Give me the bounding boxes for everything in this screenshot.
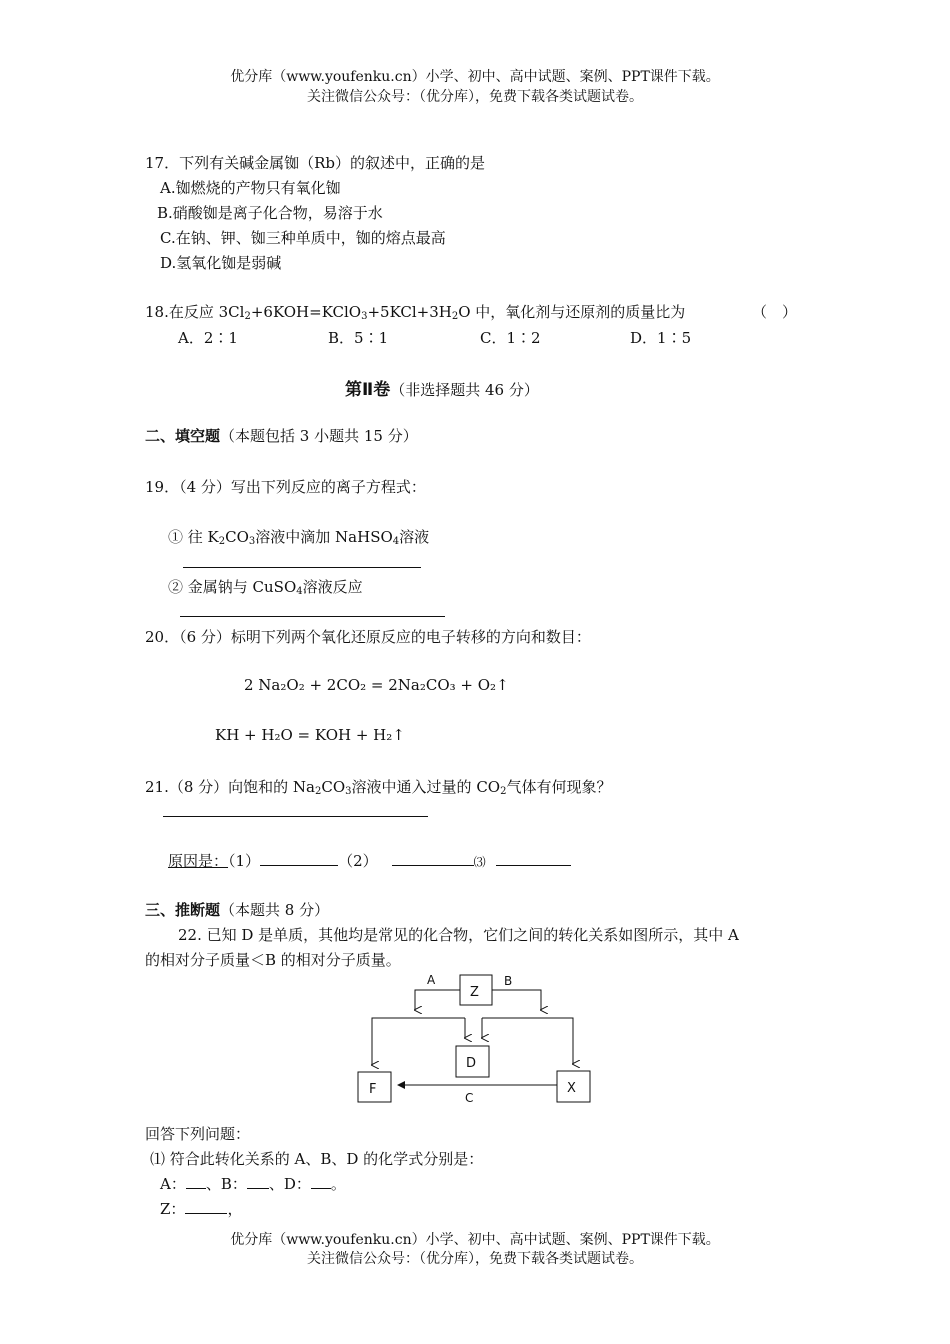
q18-option-a: A．2∶1	[178, 329, 238, 347]
q17-option-c: C.在钠、钾、铷三种单质中，铷的熔点最高	[160, 229, 446, 247]
footer-line-2: 关注微信公众号：（优分库），免费下载各类试题试卷。	[307, 1251, 643, 1267]
q22-answer-abd: A： 、B： 、D： 。	[160, 1175, 346, 1193]
q20-stem: 20．（6 分）标明下列两个氧化还原反应的电子转移的方向和数目：	[145, 628, 591, 646]
arrow-b	[492, 990, 541, 1010]
q18-answer-bracket: （ ）	[752, 303, 798, 321]
blank-a[interactable]	[186, 1173, 206, 1189]
label-f: F	[369, 1082, 377, 1097]
q17-option-d: D.氢氧化铷是弱碱	[160, 254, 282, 272]
label-z: Z	[470, 985, 479, 1000]
section3-heading: 三、推断题（本题共 8 分）	[145, 901, 330, 919]
q22-line-2: 的相对分子质量＜B 的相对分子质量。	[145, 951, 401, 969]
section2-heading: 二、填空题（本题包括 3 小题共 15 分）	[145, 427, 418, 445]
label-d: D	[466, 1056, 477, 1071]
label-x: X	[567, 1081, 576, 1096]
reason-label: 原因是：	[168, 852, 229, 870]
q20-equation-2: KH + H₂O = KOH + H₂↑	[215, 726, 405, 744]
q18-stem: 18.在反应 $3Cl_2+6KOH=KClO_3+5KCl+3H_2O$ 中，氧化剂与还原剂的质量比为	[145, 303, 686, 322]
q21-reasons: 原因是：（1） （2） ⑶	[168, 850, 571, 871]
label-a: A	[427, 973, 436, 987]
q21-phenomenon-line[interactable]	[163, 816, 428, 817]
transformation-diagram	[345, 965, 605, 1110]
arrow-to-x	[482, 1018, 573, 1064]
answer-intro: 回答下列问题：	[145, 1125, 251, 1143]
q17-stem: 17．下列有关碱金属铷（Rb）的叙述中，正确的是	[145, 154, 485, 172]
arrow-c-head	[397, 1081, 405, 1089]
blank-z[interactable]	[185, 1198, 227, 1214]
part2-subtitle: （非选择题共 46 分）	[390, 381, 539, 399]
arrow-a	[415, 990, 460, 1010]
q17-option-b: B.硝酸铷是离子化合物，易溶于水	[157, 204, 383, 222]
q22-line-1: 22. 已知 D 是单质，其他均是常见的化合物，它们之间的转化关系如图所示，其中 A	[178, 926, 739, 944]
q18-option-c: C．1∶2	[480, 329, 541, 347]
q19-item-2: ② 金属钠与 CuSO$_4$溶液反应	[168, 578, 363, 597]
reason-blank-2[interactable]	[392, 850, 474, 866]
q19-answer-line-2[interactable]	[180, 616, 445, 617]
header-line-2: 关注微信公众号：（优分库），免费下载各类试题试卷。	[307, 89, 643, 105]
part2-title: 第Ⅱ卷	[345, 380, 391, 400]
q22-sub-question-1: ⑴ 符合此转化关系的 A、B、D 的化学式分别是：	[150, 1150, 484, 1168]
q22-answer-z: Z： ，	[160, 1200, 243, 1218]
q21-stem: 21.（8 分）向饱和的 $Na_2CO_3$溶液中通入过量的 $CO_2$气体有何现象？	[145, 778, 612, 797]
q19-answer-line-1[interactable]	[183, 567, 421, 568]
q19-stem: 19．（4 分）写出下列反应的离子方程式：	[145, 478, 426, 496]
label-c: C	[465, 1091, 474, 1105]
part2-heading	[345, 375, 539, 400]
q20-equation-1: 2 Na₂O₂ + 2CO₂ = 2Na₂CO₃ + O₂↑	[244, 676, 509, 694]
q19-item-1: ① 往 $K_2CO_3$溶液中滴加 NaHSO$_4$溶液	[168, 528, 430, 547]
header-line-1: 优分库（www.youfenku.cn）小学、初中、高中试题、案例、PPT课件下载。	[230, 69, 720, 85]
footer-line-1: 优分库（www.youfenku.cn）小学、初中、高中试题、案例、PPT课件下载。	[230, 1232, 720, 1248]
reason-blank-3[interactable]	[496, 850, 571, 866]
reason-blank-1[interactable]	[260, 850, 338, 866]
blank-b[interactable]	[247, 1173, 269, 1189]
q18-option-b: B．5∶1	[328, 329, 389, 347]
label-b: B	[504, 974, 513, 988]
q18-option-d: D．1∶5	[630, 329, 692, 347]
arrow-to-f	[372, 1018, 465, 1065]
blank-d[interactable]	[311, 1173, 331, 1189]
q17-option-a: A.铷燃烧的产物只有氧化铷	[160, 179, 341, 197]
